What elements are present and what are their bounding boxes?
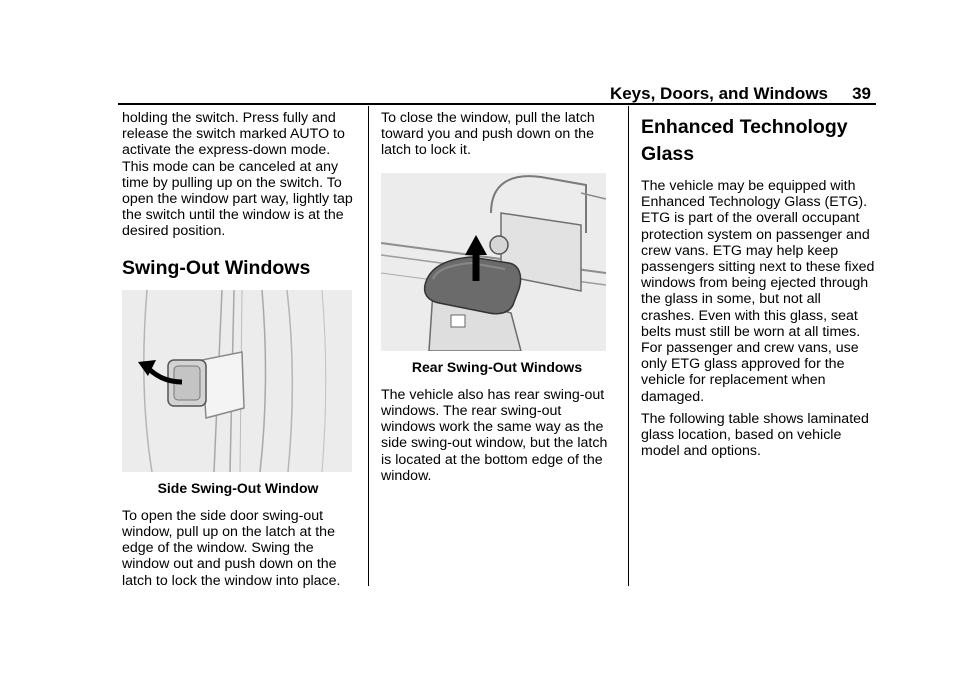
paragraph: To close the window, pull the latch toward you and push down on the latch to lock it.	[381, 110, 595, 159]
section-title: Keys, Doors, and Windows	[609, 84, 828, 103]
section-heading: Swing-Out Windows	[122, 256, 311, 279]
column-divider	[368, 106, 369, 586]
paragraph: holding the switch. Press fully and release the switch marked AUTO to activate the express-down mode. This mode can be canceled at any time by pulling up on the switch. To open the window part way, lightly tap the switch until the window is at the desired position.	[122, 110, 353, 240]
figure-rear-swing-out-windows	[381, 173, 613, 375]
paragraph: The following table shows laminated glass location, based on vehicle model and options.	[641, 410, 869, 460]
column-2	[381, 110, 613, 490]
side-swing-out-window-illustration	[122, 290, 352, 472]
figure-caption: Rear Swing-Out Windows	[411, 358, 583, 375]
rear-swing-out-windows-illustration	[381, 173, 606, 351]
section-heading: Enhanced Technology Glass	[641, 116, 848, 165]
figure-caption: Side Swing-Out Window	[157, 479, 319, 496]
header-rule	[118, 103, 876, 105]
page-number: 39	[852, 84, 871, 103]
column-divider	[628, 106, 629, 586]
paragraph: The vehicle may be equipped with Enhanced Technology Glass (ETG). ETG is part of the overall occupant protection system on passenger and crew vans. ETG may help keep passengers sitting next to these fixed windows from being ejected through the glass in some, but not all crashes. Even with this glass, seat belts must still be worn at all times. For passenger and crew vans, use only ETG glass approved for the vehicle for replacement when damaged.	[641, 178, 875, 405]
column-1	[122, 110, 354, 595]
column-3	[641, 110, 877, 465]
paragraph: The vehicle also has rear swing-out windows. The rear swing-out windows work the same way as the side swing-out window, but the latch is located at the bottom edge of the window.	[381, 386, 608, 484]
figure-side-swing-out-window	[122, 290, 354, 496]
paragraph: To open the side door swing-out window, pull up on the latch at the edge of the window. Swing the window out and push down on the latch to lock the window into place.	[122, 507, 341, 589]
